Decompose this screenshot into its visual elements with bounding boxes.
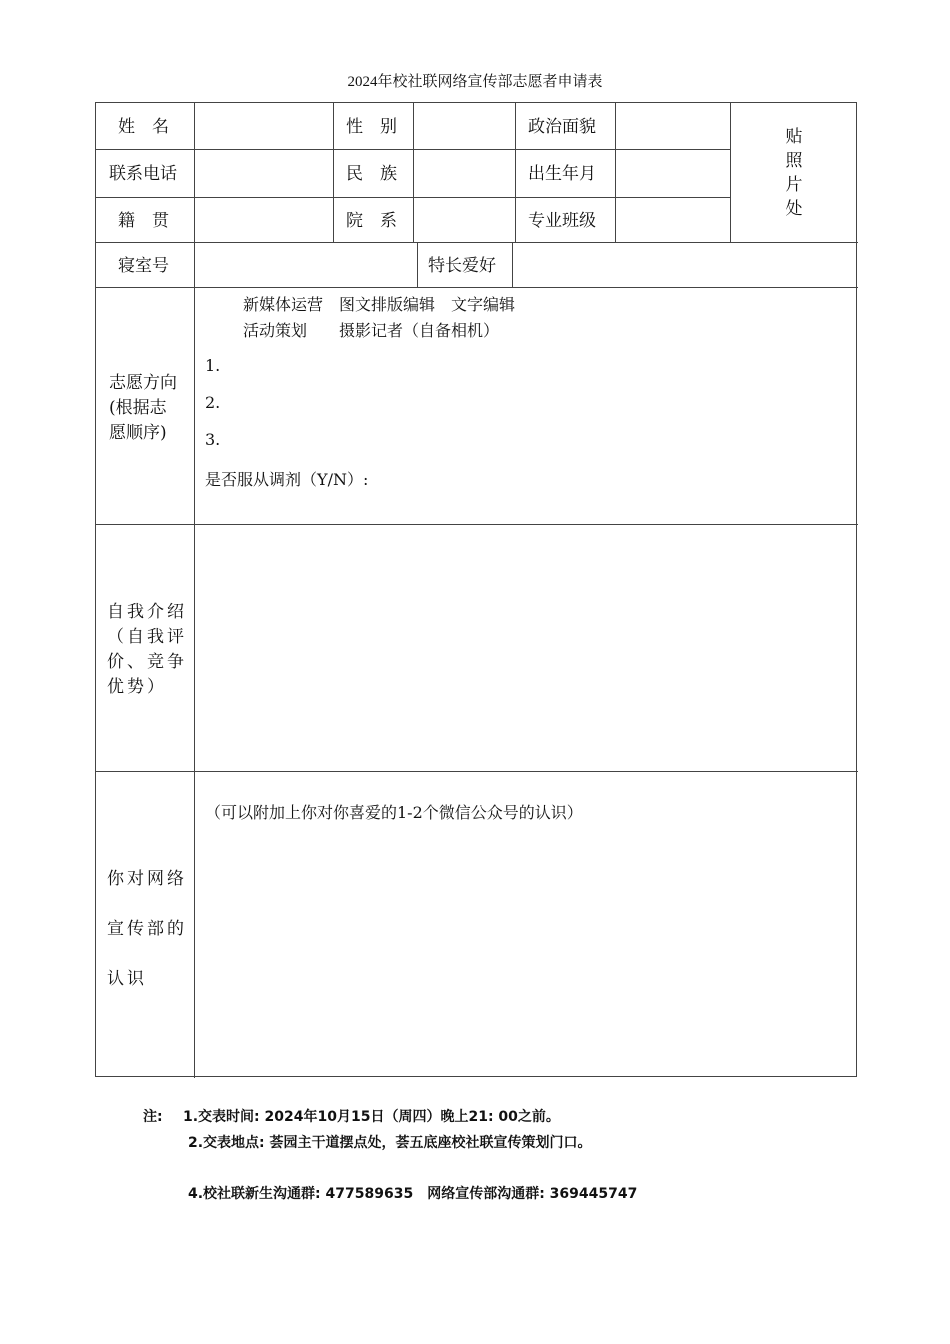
political-status-label: 政治面貌 (528, 117, 596, 137)
hobby-label: 特长爱好 (428, 256, 496, 276)
understanding-label-line: 认识 (107, 969, 147, 989)
birth-date-label: 出生年月 (528, 164, 596, 184)
native-place-field[interactable] (195, 198, 332, 242)
photo-char: 片 (785, 175, 803, 195)
major-class-label: 专业班级 (528, 211, 596, 231)
photo-placeholder[interactable] (731, 125, 857, 221)
photo-char: 贴 (785, 127, 803, 147)
self-intro-label-line: 优势） (107, 677, 167, 697)
photo-char: 照 (785, 151, 803, 171)
direction-label (109, 371, 177, 446)
dorm-field[interactable] (195, 243, 416, 287)
form-title: 2024年校社联网络宣传部志愿者申请表 (347, 74, 603, 90)
col-divider (515, 103, 516, 242)
direction-label-line: 愿顺序) (109, 423, 167, 443)
row-divider (96, 287, 858, 288)
major-class-field[interactable] (616, 198, 729, 242)
ethnicity-field[interactable] (414, 150, 514, 197)
birth-date-field[interactable] (616, 150, 729, 197)
native-place-label: 籍 贯 (118, 211, 169, 231)
note-line-2: 2.交表地点: 荟园主干道摆点处，荟五底座校社联宣传策划门口。 (188, 1135, 592, 1151)
application-form-table (95, 102, 857, 1077)
direction-choice-2[interactable]: 2. (205, 393, 221, 412)
political-status-field[interactable] (616, 103, 729, 149)
note-line-1: 1.交表时间: 2024年10月15日（周四）晚上21: 00之前。 (183, 1109, 560, 1125)
gender-field[interactable] (414, 103, 514, 149)
note-line-4: 4.校社联新生沟通群: 477589635 网络宣传部沟通群: 369445747 (188, 1186, 638, 1202)
direction-label-line: (根据志 (109, 398, 167, 418)
self-intro-label-line: 自我介绍 (107, 602, 187, 622)
row-divider (96, 771, 858, 772)
name-field[interactable] (195, 103, 332, 149)
direction-options-line2: 活动策划 摄影记者（自备相机） (243, 321, 500, 340)
phone-label: 联系电话 (109, 164, 177, 184)
self-intro-label-line: （自我评 (107, 627, 187, 647)
phone-field[interactable] (195, 150, 332, 197)
understanding-label-line: 宣传部的 (107, 919, 187, 939)
row-divider (96, 149, 195, 150)
col-divider (417, 242, 418, 287)
name-label: 姓 名 (118, 117, 169, 137)
self-intro-field[interactable] (195, 525, 857, 771)
self-intro-label-line: 价、竞争 (107, 652, 187, 672)
understanding-field[interactable] (195, 825, 857, 1077)
col-divider (333, 103, 334, 242)
college-field[interactable] (414, 198, 514, 242)
direction-choice-1[interactable]: 1. (205, 356, 221, 375)
direction-label-line: 志愿方向 (109, 373, 177, 393)
direction-choice-3[interactable]: 3. (205, 430, 221, 449)
ethnicity-label: 民 族 (346, 164, 397, 184)
hobby-field[interactable] (513, 243, 857, 287)
self-intro-label (107, 600, 189, 700)
photo-char: 处 (785, 199, 803, 219)
understanding-hint: （可以附加上你对你喜爱的1-2个微信公众号的认识） (205, 803, 583, 822)
understanding-label-line: 你对网络 (107, 869, 187, 889)
adjust-question[interactable]: 是否服从调剂（Y/N）: (205, 470, 369, 489)
gender-label: 性 别 (346, 117, 397, 137)
notes-prefix: 注: (143, 1109, 163, 1125)
direction-options-line1: 新媒体运营 图文排版编辑 文字编辑 (243, 295, 516, 314)
dorm-label: 寝室号 (118, 256, 169, 276)
understanding-label (107, 854, 187, 1004)
college-label: 院 系 (346, 211, 397, 231)
